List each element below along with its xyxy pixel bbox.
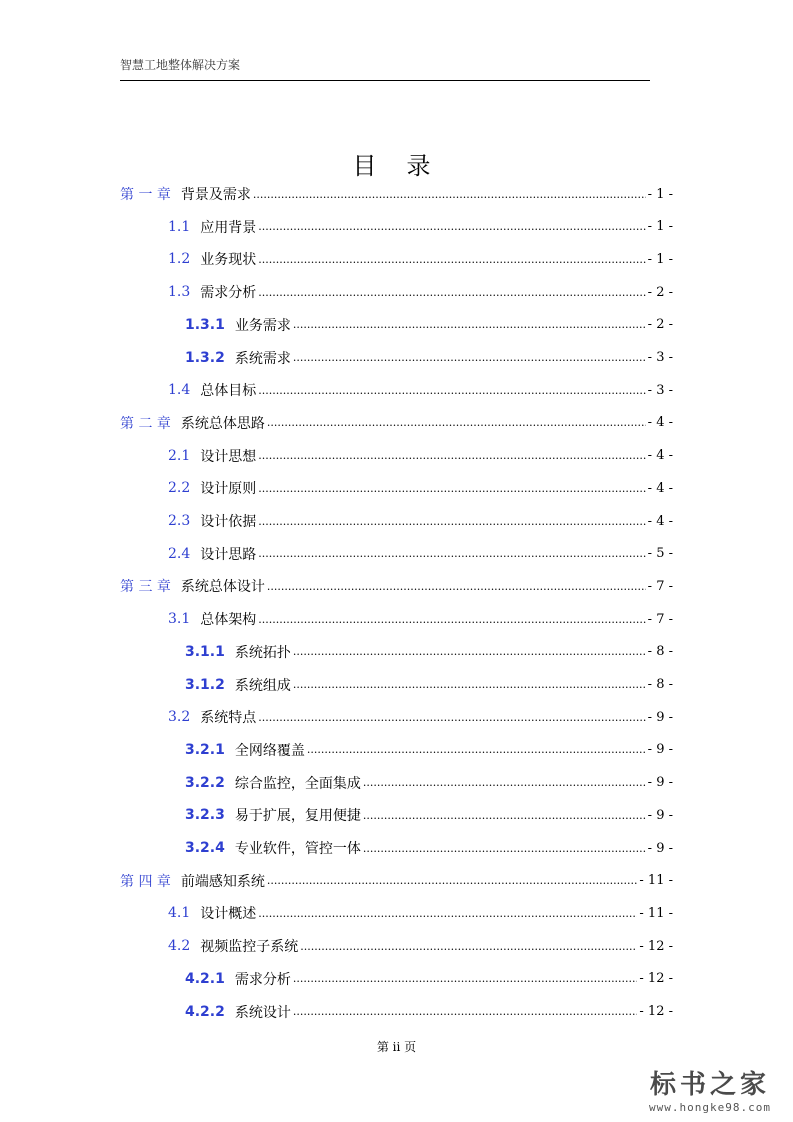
toc-dot-leader <box>258 384 645 397</box>
toc-entry-title: 设计依据 <box>200 514 257 530</box>
toc-entry-title: 背景及需求 <box>180 187 251 203</box>
toc-entry-number: 1.3.2 <box>185 349 225 366</box>
toc-entry-page: - 9 - <box>647 709 673 725</box>
toc-entry-title: 应用背景 <box>200 219 257 236</box>
toc-dot-leader <box>300 940 637 953</box>
toc-entry[interactable] <box>185 836 673 860</box>
toc-entry-title: 设计概述 <box>200 906 257 923</box>
toc-dot-leader <box>258 907 637 920</box>
toc-entry-page: - 4 - <box>647 480 673 496</box>
toc-entry-page: - 2 - <box>647 317 673 333</box>
toc-entry-number: 第 三 章 <box>120 579 171 596</box>
toc-entry-number: 3.2.1 <box>185 741 225 758</box>
toc-entry-number: 1.3.1 <box>185 316 225 333</box>
toc-entry[interactable] <box>185 346 673 370</box>
toc-entry-number: 3.1.2 <box>185 676 225 693</box>
toc-dot-leader <box>258 613 645 626</box>
toc-entry-page: - 9 - <box>647 807 673 823</box>
toc-entry-title: 需求分析 <box>200 285 257 302</box>
toc-entry-number: 3.2.4 <box>185 840 225 856</box>
toc-dot-leader <box>293 678 646 691</box>
toc-entry-page: - 12 - <box>639 938 673 954</box>
toc-entry-page: - 9 - <box>647 775 673 791</box>
toc-entry[interactable] <box>168 280 673 304</box>
toc-entry-title: 业务需求 <box>234 317 291 334</box>
toc-entry[interactable] <box>168 901 673 925</box>
toc-entry-title: 综合监控，全面集成 <box>234 775 361 792</box>
toc-entry-title: 系统特点 <box>200 710 257 727</box>
toc-dot-leader <box>258 711 645 724</box>
toc-entry-number: 4.2 <box>168 938 191 955</box>
toc-dot-leader <box>363 842 646 855</box>
toc-entry-page: - 5 - <box>647 546 673 562</box>
toc-entry-page: - 1 - <box>647 219 673 235</box>
toc-entry-title: 系统设计 <box>234 1004 291 1021</box>
toc-entry-number: 3.1.1 <box>185 643 225 660</box>
page-number-footer: 第 ii 页 <box>376 1040 417 1054</box>
toc-dot-leader <box>258 547 645 560</box>
toc-entry-number: 3.2.2 <box>185 774 225 791</box>
toc-entry-title: 易于扩展，复用便捷 <box>234 808 361 825</box>
toc-entry[interactable] <box>120 411 673 435</box>
toc-entry-number: 4.2.1 <box>185 970 225 987</box>
toc-entry-page: - 3 - <box>647 350 673 365</box>
toc-dot-leader <box>293 351 646 364</box>
toc-entry[interactable] <box>168 705 673 729</box>
toc-entry-title: 系统总体设计 <box>180 579 265 596</box>
toc-entry[interactable] <box>168 476 673 500</box>
toc-entry[interactable] <box>168 509 673 533</box>
toc-dot-leader <box>258 253 645 266</box>
toc-entry[interactable] <box>185 1000 673 1024</box>
toc-entry-page: - 4 - <box>647 448 673 464</box>
toc-entry[interactable] <box>168 247 673 271</box>
toc-entry-title: 系统组成 <box>234 677 291 694</box>
toc-entry-page: - 1 - <box>647 251 673 267</box>
toc-entry-page: - 9 - <box>647 742 673 758</box>
toc-entry[interactable] <box>168 378 673 402</box>
toc-entry-page: - 8 - <box>647 677 673 692</box>
toc-entry-page: - 11 - <box>639 905 673 921</box>
toc-entry-title: 设计原则 <box>200 481 257 498</box>
toc-entry-page: - 2 - <box>647 284 673 300</box>
toc-dot-leader <box>363 809 646 822</box>
toc-dot-leader <box>293 318 646 331</box>
toc-entry-number: 2.4 <box>168 545 191 562</box>
toc-entry-title: 系统总体思路 <box>180 415 265 432</box>
toc-entry-title: 专业软件，管控一体 <box>234 841 361 857</box>
toc-dot-leader <box>253 188 646 201</box>
toc-entry-title: 需求分析 <box>234 971 291 988</box>
document-header-title: 智慧工地整体解决方案 <box>120 58 241 72</box>
toc-entry-number: 2.1 <box>168 447 191 464</box>
toc-entry[interactable] <box>185 803 673 827</box>
toc-entry-number: 1.3 <box>168 284 191 301</box>
toc-entry-page: - 3 - <box>647 382 673 398</box>
toc-entry-title: 全网络覆盖 <box>234 742 305 759</box>
toc-entry-number: 第 一 章 <box>120 187 171 203</box>
toc-title: 目录 <box>352 152 461 180</box>
toc-dot-leader <box>258 449 645 462</box>
toc-entry-page: - 7 - <box>647 578 673 594</box>
toc-entry-number: 4.1 <box>168 905 191 922</box>
toc-dot-leader <box>267 874 638 887</box>
toc-entry[interactable] <box>185 771 673 795</box>
toc-entry-page: - 11 - <box>639 873 673 889</box>
toc-entry-number: 2.2 <box>168 480 191 497</box>
toc-entry-title: 业务现状 <box>200 252 257 269</box>
toc-entry-title: 前端感知系统 <box>180 873 265 890</box>
watermark-name: 标书之家 <box>649 1070 770 1100</box>
toc-entry-title: 设计思路 <box>200 546 257 563</box>
watermark <box>635 1064 785 1114</box>
toc-entry-number: 第 四 章 <box>120 873 171 890</box>
toc-entry-number: 3.2 <box>168 709 191 726</box>
toc-entry[interactable] <box>168 934 673 958</box>
toc-dot-leader <box>258 482 645 495</box>
toc-entry-title: 总体目标 <box>200 383 257 400</box>
toc-dot-leader <box>258 286 645 299</box>
toc-entry[interactable] <box>168 444 673 468</box>
toc-entry[interactable] <box>120 182 673 206</box>
toc-entry[interactable] <box>120 869 673 893</box>
toc-entry[interactable] <box>185 673 673 697</box>
toc-entry-page: - 7 - <box>647 611 673 627</box>
toc-dot-leader <box>267 416 646 429</box>
toc-dot-leader <box>258 515 645 528</box>
toc-dot-leader <box>363 776 646 789</box>
toc-entry[interactable] <box>168 542 673 566</box>
toc-entry[interactable] <box>120 574 673 598</box>
toc-entry-page: - 12 - <box>639 1004 673 1019</box>
header-divider <box>120 80 650 81</box>
toc-entry-number: 1.1 <box>168 218 191 235</box>
watermark-url: www.hongke98.com <box>649 1101 771 1114</box>
toc-entry[interactable] <box>185 967 673 991</box>
toc-entry-title: 系统需求 <box>234 350 291 367</box>
toc-entry[interactable] <box>168 607 673 631</box>
toc-entry[interactable] <box>185 640 673 664</box>
toc-dot-leader <box>258 220 645 233</box>
toc-entry-page: - 9 - <box>647 840 673 856</box>
toc-entry-number: 第 二 章 <box>120 415 171 432</box>
toc-entry-number: 4.2.2 <box>185 1003 225 1020</box>
toc-entry-title: 系统拓扑 <box>234 644 291 661</box>
toc-dot-leader <box>293 972 638 985</box>
toc-entry-page: - 4 - <box>647 415 673 431</box>
toc-entry-number: 1.2 <box>168 251 191 268</box>
toc-entry-title: 总体架构 <box>200 612 257 629</box>
toc-entry-title: 视频监控子系统 <box>200 939 299 956</box>
toc-entry[interactable] <box>185 313 673 337</box>
toc-entry-page: - 8 - <box>647 644 673 660</box>
toc-dot-leader <box>293 645 646 658</box>
toc-entry-number: 1.4 <box>168 382 191 399</box>
toc-entry-number: 3.2.3 <box>185 807 225 824</box>
toc-entry[interactable] <box>168 215 673 239</box>
toc-entry-number: 2.3 <box>168 513 191 529</box>
toc-dot-leader <box>293 1005 638 1018</box>
toc-entry-page: - 1 - <box>647 186 673 202</box>
toc-entry-number: 3.1 <box>168 611 191 628</box>
toc-entry-title: 设计思想 <box>200 448 257 465</box>
toc-dot-leader <box>267 580 646 593</box>
toc-entry[interactable] <box>185 738 673 762</box>
toc-entry-page: - 4 - <box>647 513 673 529</box>
toc-dot-leader <box>307 743 646 756</box>
toc-entry-page: - 12 - <box>639 971 673 987</box>
